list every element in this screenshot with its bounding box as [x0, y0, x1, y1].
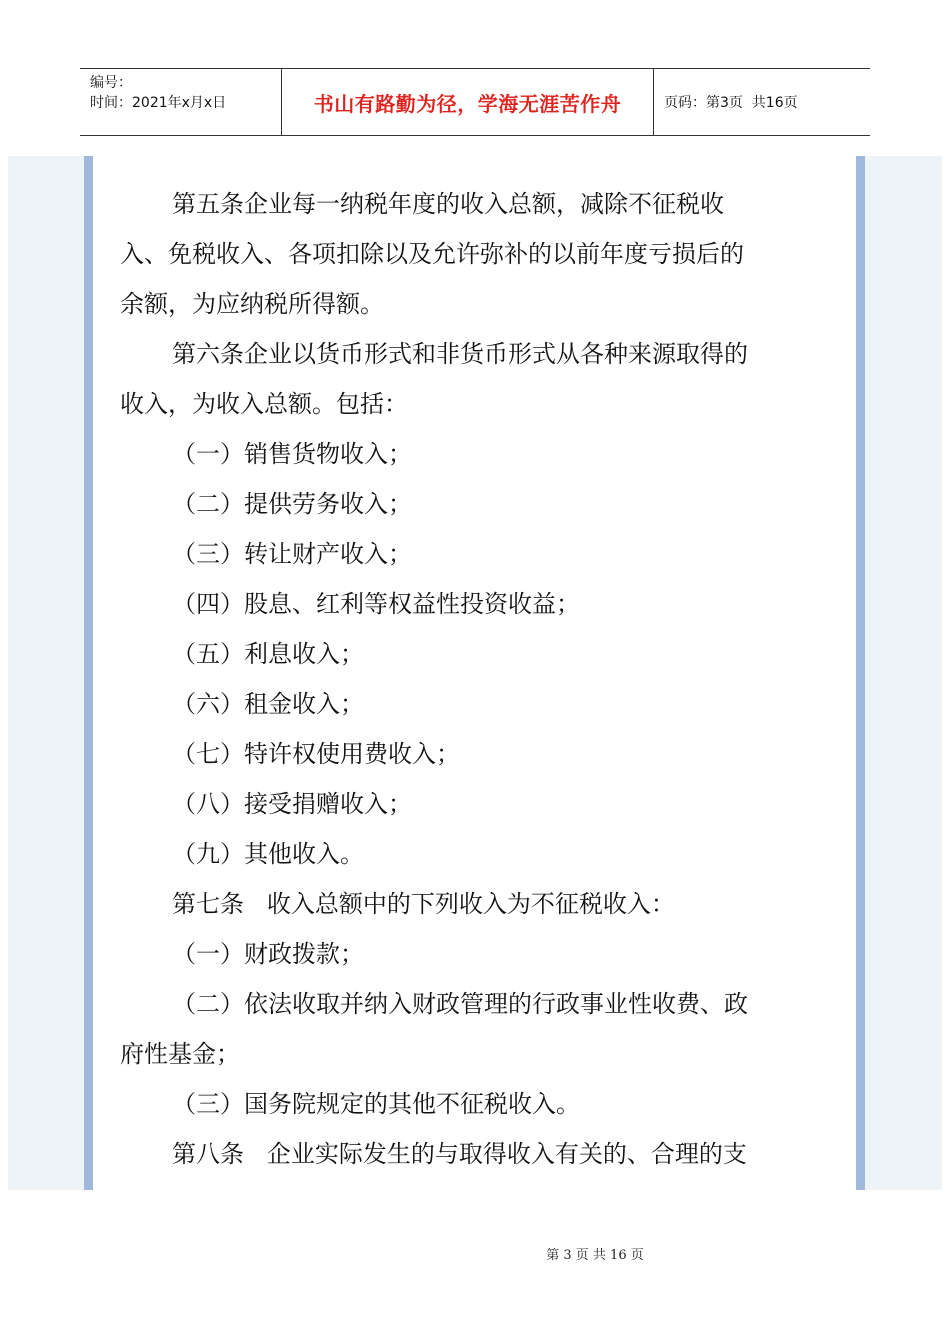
list-item: （八）接受捐赠收入；	[172, 790, 412, 818]
list-item: （一）财政拨款；	[172, 940, 364, 968]
doc-time-label: 时间：2021年x月x日	[90, 95, 227, 111]
list-item: （三）转让财产收入；	[172, 540, 412, 568]
text-line: 第七条 收入总额中的下列收入为不征税收入：	[172, 890, 675, 918]
text-line: 第六条企业以货币形式和非货币形式从各种来源取得的	[172, 340, 748, 368]
header-page-info: 页码：第3页 共16页	[664, 95, 798, 111]
list-item: （二）依法收取并纳入财政管理的行政事业性收费、政	[172, 990, 748, 1018]
text-line: 第八条 企业实际发生的与取得收入有关的、合理的支	[172, 1140, 747, 1168]
left-border-bar	[84, 156, 93, 1190]
text-line: 府性基金；	[120, 1040, 240, 1068]
header-meta	[80, 69, 282, 135]
list-item: （一）销售货物收入；	[172, 440, 412, 468]
list-item: （七）特许权使用费收入；	[172, 740, 460, 768]
list-item: （五）利息收入；	[172, 640, 364, 668]
document-header	[80, 68, 870, 136]
list-item: （九）其他收入。	[172, 840, 364, 868]
document-body	[120, 179, 792, 1179]
header-motto: 书山有路勤为径，学海无涯苦作舟	[282, 69, 654, 135]
right-border-bar	[856, 156, 865, 1190]
text-line: 收入，为收入总额。包括：	[120, 390, 408, 418]
text-line: 余额，为应纳税所得额。	[120, 290, 384, 318]
list-item: （四）股息、红利等权益性投资收益；	[172, 590, 580, 618]
doc-number-label: 编号：	[90, 75, 132, 91]
text-line: 入、免税收入、各项扣除以及允许弥补的以前年度亏损后的	[120, 240, 744, 268]
list-item: （六）租金收入；	[172, 690, 364, 718]
text-line: 第五条企业每一纳税年度的收入总额，减除不征税收	[172, 190, 724, 218]
list-item: （三）国务院规定的其他不征税收入。	[172, 1090, 580, 1118]
page-footer: 第 3 页 共 16 页	[546, 1248, 644, 1263]
list-item: （二）提供劳务收入；	[172, 490, 412, 518]
